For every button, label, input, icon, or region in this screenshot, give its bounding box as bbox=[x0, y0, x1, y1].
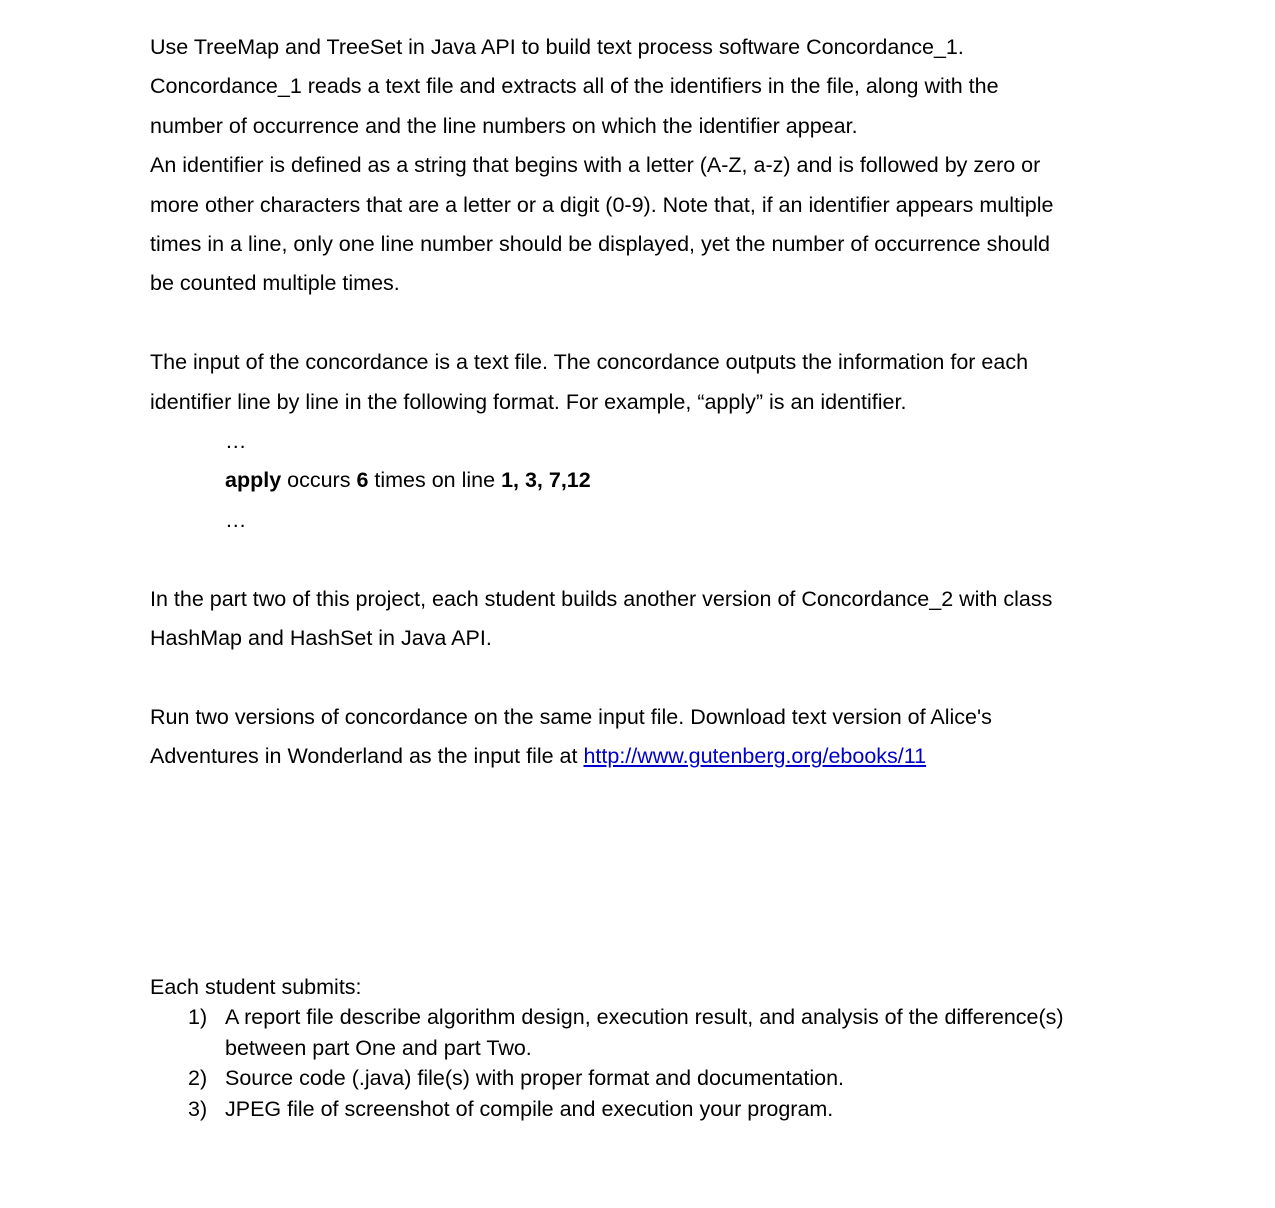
text-line: Concordance_1 reads a text file and extracts all of the identifiers in the file, along with the bbox=[150, 74, 999, 99]
text-line bbox=[150, 737, 1140, 776]
gutenberg-link[interactable]: http://www.gutenberg.org/ebooks/11 bbox=[583, 744, 927, 769]
list-text: A report file describe algorithm design, execution result, and analysis of the difference(s) bbox=[225, 1005, 1064, 1030]
text-line: HashMap and HashSet in Java API. bbox=[150, 626, 492, 651]
ellipsis-top: … bbox=[225, 429, 247, 454]
identifier-definition-paragraph bbox=[150, 146, 1140, 304]
text-line: An identifier is defined as a string that begins with a letter (A-Z, a-z) and is followed by zero or bbox=[150, 153, 1041, 178]
ellipsis-bottom: … bbox=[225, 507, 247, 532]
run-paragraph bbox=[150, 698, 1140, 777]
submission-list bbox=[150, 1002, 1140, 1124]
list-text: Source code (.java) file(s) with proper format and documentation. bbox=[225, 1066, 845, 1091]
document-body bbox=[150, 28, 1140, 777]
paragraph-gap bbox=[150, 658, 1140, 697]
example-occurs: occurs bbox=[281, 468, 357, 493]
text-line: more other characters that are a letter or a digit (0-9). Note that, if an identifier appears multiple bbox=[150, 192, 1054, 217]
paragraph-gap bbox=[150, 540, 1140, 579]
list-text: between part One and part Two. bbox=[225, 1035, 532, 1060]
list-item bbox=[150, 1094, 1140, 1124]
intro-paragraph bbox=[150, 28, 1140, 146]
example-word: apply bbox=[225, 468, 282, 493]
input-format-paragraph bbox=[150, 343, 1140, 422]
submission-section bbox=[150, 972, 1140, 1124]
link-prefix: Adventures in Wonderland as the input file at bbox=[150, 744, 584, 769]
example-line bbox=[225, 461, 1140, 500]
text-line: In the part two of this project, each student builds another version of Concordance_2 with class bbox=[150, 586, 1053, 611]
text-line: identifier line by line in the following format. For example, “apply” is an identifier. bbox=[150, 389, 907, 414]
paragraph-gap bbox=[150, 304, 1140, 343]
example-times-on-line: times on line bbox=[368, 468, 502, 493]
list-number: 3) bbox=[188, 1096, 208, 1121]
list-item bbox=[150, 1002, 1140, 1063]
text-line: be counted multiple times. bbox=[150, 271, 400, 296]
list-number: 1) bbox=[188, 1005, 208, 1030]
example-lines: 1, 3, 7,12 bbox=[501, 468, 591, 493]
list-text: JPEG file of screenshot of compile and execution your program. bbox=[225, 1096, 834, 1121]
submission-heading: Each student submits: bbox=[150, 975, 362, 999]
output-example bbox=[225, 422, 1140, 540]
text-line: times in a line, only one line number should be displayed, yet the number of occurrence should bbox=[150, 232, 1050, 257]
example-count: 6 bbox=[356, 468, 369, 493]
text-line: The input of the concordance is a text file. The concordance outputs the information for each bbox=[150, 350, 1029, 375]
part-two-paragraph bbox=[150, 580, 1140, 659]
text-line: number of occurrence and the line numbers on which the identifier appear. bbox=[150, 113, 858, 138]
list-number: 2) bbox=[188, 1066, 208, 1091]
list-item bbox=[150, 1063, 1140, 1093]
text-line: Run two versions of concordance on the same input file. Download text version of Alice's bbox=[150, 704, 992, 729]
text-line: Use TreeMap and TreeSet in Java API to build text process software Concordance_1. bbox=[150, 35, 964, 59]
